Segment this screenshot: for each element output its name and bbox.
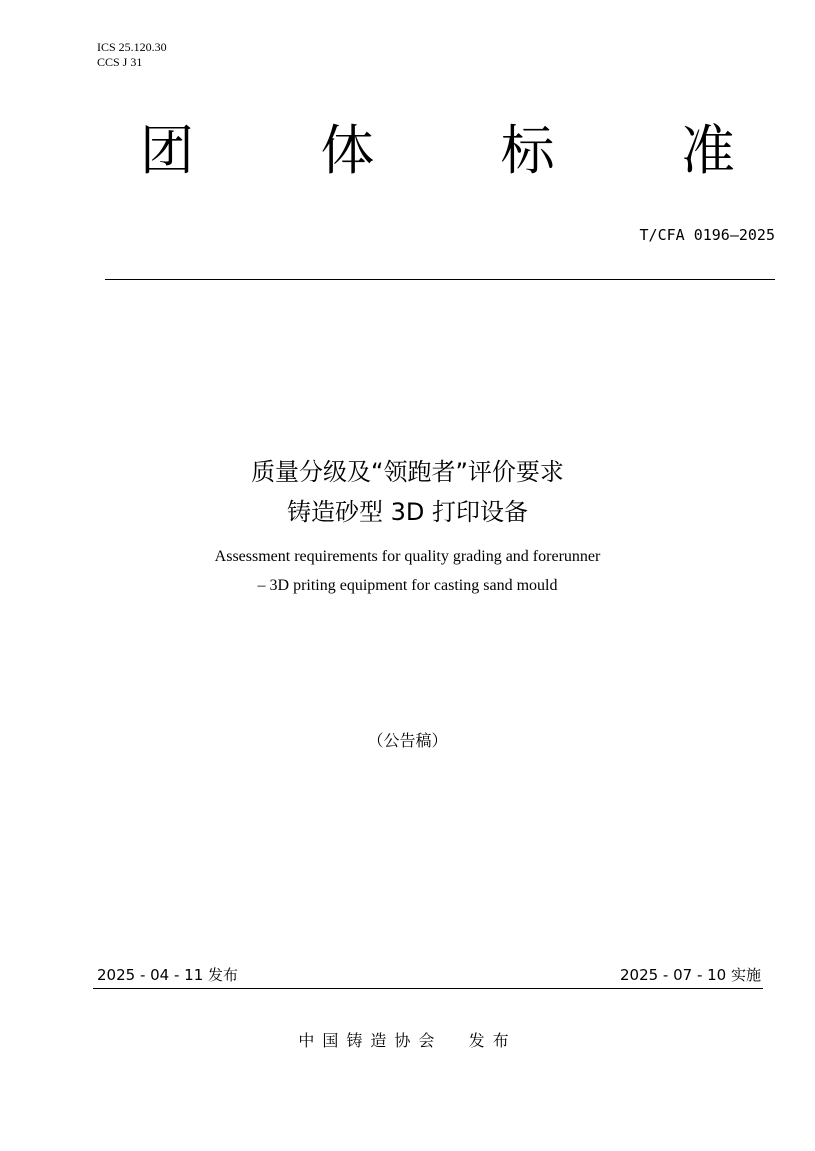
draft-status-note: （公告稿） bbox=[367, 731, 448, 750]
title-block bbox=[0, 452, 815, 600]
standard-type-heading bbox=[140, 120, 735, 182]
standard-number: T/CFA 0196—2025 bbox=[639, 226, 775, 244]
implement-date: 2025 - 07 - 10 实施 bbox=[619, 966, 761, 984]
header-divider bbox=[105, 279, 775, 280]
footer-divider bbox=[93, 988, 763, 989]
title-cn-line2: 铸造砂型 3D 打印设备 bbox=[286, 498, 528, 526]
title-cn-line1: 质量分级及“领跑者”评价要求 bbox=[251, 458, 564, 486]
ics-code: ICS 25.120.30 bbox=[97, 40, 167, 54]
publisher: 中国铸造协会 发布 bbox=[298, 1031, 517, 1050]
publish-date: 2025 - 04 - 11 发布 bbox=[97, 966, 239, 984]
date-row bbox=[93, 962, 763, 986]
title-en-line2: – 3D priting equipment for casting sand mould bbox=[257, 577, 558, 594]
standard-type-char: 体 bbox=[320, 119, 375, 182]
classification-codes bbox=[97, 40, 167, 70]
title-en-line1: Assessment requirements for quality grading and forerunner bbox=[214, 548, 601, 565]
ccs-code: CCS J 31 bbox=[97, 55, 143, 69]
standard-type-char: 准 bbox=[680, 119, 735, 182]
standard-type-char: 标 bbox=[500, 119, 555, 182]
standard-type-char: 团 bbox=[140, 119, 194, 182]
